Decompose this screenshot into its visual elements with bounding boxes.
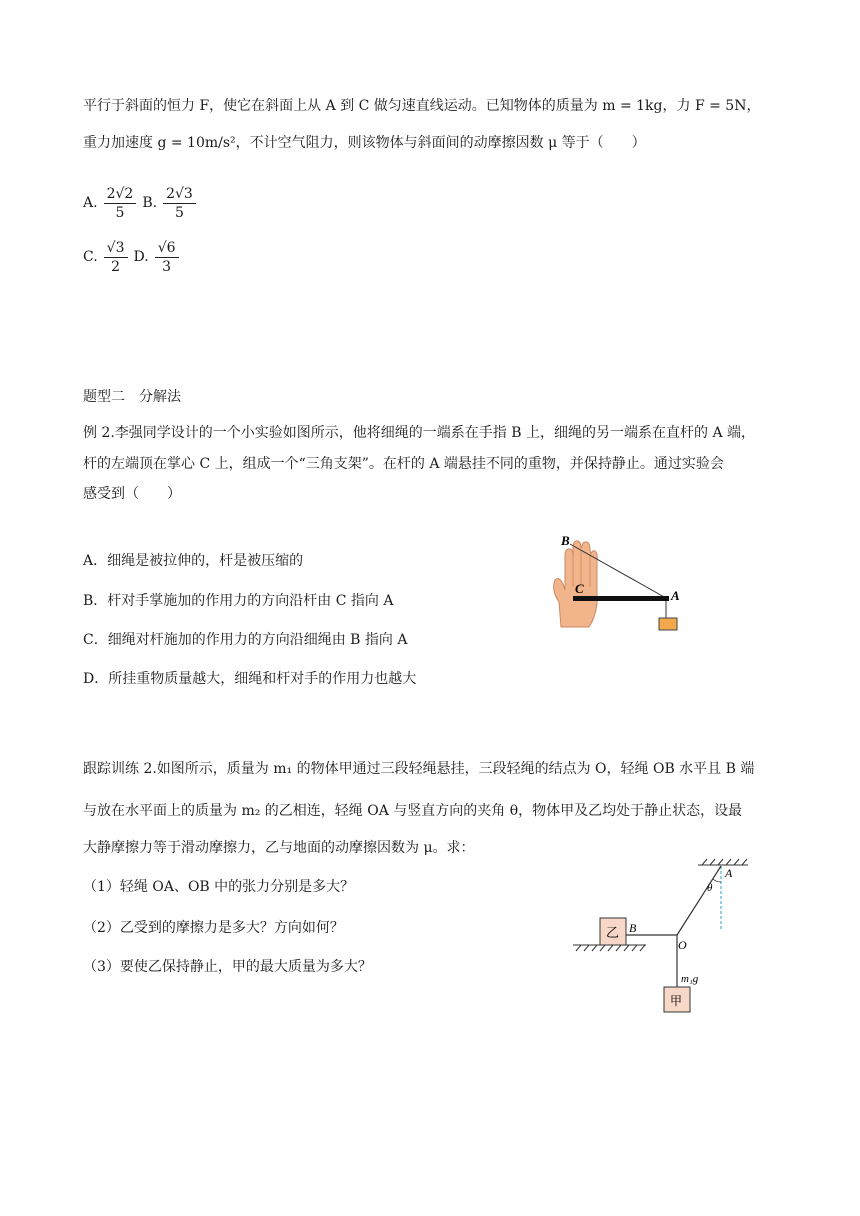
option-b-label: B. (142, 195, 158, 211)
option-c-label: C. (83, 249, 98, 265)
label-b: B (561, 533, 570, 548)
option-d-fraction (155, 239, 179, 276)
option-c-numerator: √3 (104, 239, 128, 258)
label-a: A (725, 866, 733, 880)
option-c-fraction (104, 239, 128, 276)
option-d-numerator: √6 (155, 239, 179, 258)
label-o: O (678, 938, 687, 952)
ex2-option-b: B．杆对手掌施加的作用力的方向沿杆由 C 指向 A (83, 593, 394, 609)
track2-question-2: （2）乙受到的摩擦力是多大？方向如何？ (83, 920, 344, 936)
track2-text-line1: 跟踪训练 2.如图所示，质量为 m₁ 的物体甲通过三段轻绳悬挂，三段轻绳的结点为 O，轻绳 OB 水平且 B 端 (83, 761, 755, 777)
rod-bar (573, 596, 669, 601)
q1-text-line2: 重力加速度 g = 10m/s²，不计空气阻力，则该物体与斜面间的动摩擦因数 μ 等于（ ） (83, 135, 646, 151)
theta-arc (713, 879, 721, 882)
hand-tripod-figure (545, 532, 685, 637)
option-b-numerator: 2√3 (163, 185, 196, 204)
ground-hatch (573, 945, 646, 951)
ex2-option-c: C．细绳对杆施加的作用力的方向沿细绳由 B 指向 A (83, 632, 408, 648)
option-b-denominator: 5 (174, 204, 184, 221)
hanging-weight (659, 618, 677, 630)
label-theta: θ (707, 882, 713, 894)
option-c-denominator: 2 (111, 258, 121, 275)
option-d-label: D. (133, 249, 149, 265)
ex2-text-line1: 例 2.李强同学设计的一个小实验如图所示，他将细绳的一端系在手指 B 上，细绳的另一端系在直杆的 A 端， (83, 425, 756, 441)
rope-oa (677, 866, 721, 935)
track2-question-3: （3）要使乙保持静止，甲的最大质量为多大？ (83, 959, 372, 975)
label-yi: 乙 (606, 926, 620, 941)
ex2-option-d: D．所挂重物质量越大，细绳和杆对手的作用力也越大 (83, 671, 417, 687)
option-a-fraction (104, 185, 137, 222)
option-b-fraction (163, 185, 196, 222)
ceiling-hatch (698, 859, 748, 865)
label-jia: 甲 (670, 994, 683, 1008)
option-a-denominator: 5 (115, 204, 125, 221)
label-a: A (671, 588, 680, 603)
track2-text-line3: 大静摩擦力等于滑动摩擦力，乙与地面的动摩擦因数为 μ。求： (83, 840, 475, 856)
label-m1g: m₁g (681, 973, 699, 985)
option-a-numerator: 2√2 (104, 185, 137, 204)
section-title: 题型二 分解法 (83, 389, 181, 405)
q1-options-row1 (83, 182, 202, 224)
ex2-text-line2: 杆的左端顶在掌心 C 上，组成一个“三角支架”。在杆的 A 端悬挂不同的重物，并保持静止。通过实验会 (83, 456, 724, 472)
option-d-denominator: 3 (162, 258, 172, 275)
label-b: B (629, 921, 637, 935)
knot-suspension-figure (570, 855, 750, 1020)
ex2-option-a: A．细绳是被拉伸的，杆是被压缩的 (83, 553, 304, 569)
ex2-text-line3: 感受到（ ） (83, 486, 181, 502)
label-c: C (575, 581, 584, 596)
track2-text-line2: 与放在水平面上的质量为 m₂ 的乙相连，轻绳 OA 与竖直方向的夹角 θ，物体甲及乙均处于静止状态，设最 (83, 803, 743, 819)
track2-question-1: （1）轻绳 OA、OB 中的张力分别是多大？ (83, 879, 355, 895)
q1-options-row2 (83, 236, 185, 278)
q1-text-line1: 平行于斜面的恒力 F，使它在斜面上从 A 到 C 做匀速直线运动。已知物体的质量为 m = 1kg，力 F = 5N， (83, 98, 761, 114)
option-a-label: A. (83, 195, 98, 211)
